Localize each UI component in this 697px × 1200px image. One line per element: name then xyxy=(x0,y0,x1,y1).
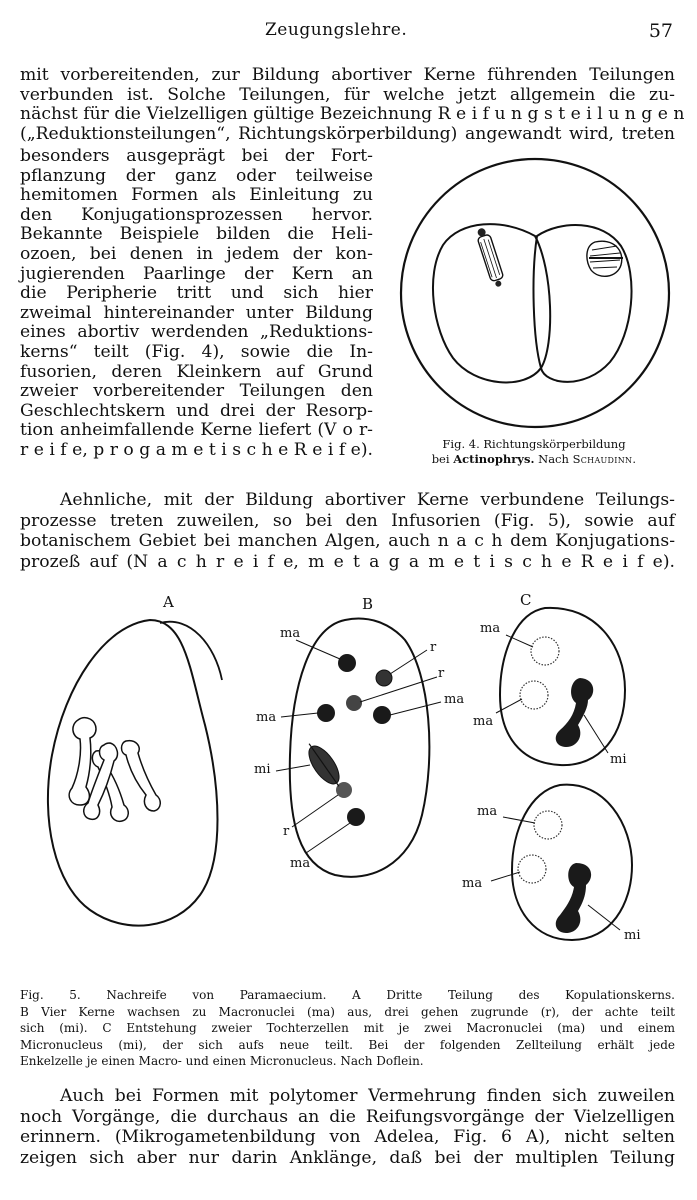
paragraph-1 xyxy=(20,65,685,144)
label-ma: ma xyxy=(462,876,483,891)
text-line: prozesse treten zuweilen, so bei den Infusorien (Fig. 5), sowie auf xyxy=(20,510,675,531)
caption-line: B Vier Kerne wachsen zu Macronuclei (ma) aus, drei gehen zugrunde (r), der achte teilt xyxy=(20,1004,675,1019)
label-ma: ma xyxy=(477,804,498,819)
caption-text: bei xyxy=(431,452,450,466)
panel-b-label: B xyxy=(362,595,374,613)
text-line: zweier vorbereitender Teilungen den xyxy=(20,381,373,402)
text-line: die Peripherie tritt und sich hier xyxy=(20,283,373,304)
paragraph-3 xyxy=(20,1086,675,1168)
page-header xyxy=(0,8,697,42)
caption-line xyxy=(385,452,683,467)
figure-4-caption xyxy=(385,437,683,467)
label-r: r xyxy=(438,666,445,681)
caption-text: Nach xyxy=(538,452,569,466)
caption-line: Micronucleus (mi), der sich aufs neue teilt. Bei der folgenden Zellteilung erhält jede xyxy=(20,1037,675,1052)
text-line: botanischem Gebiet bei manchen Algen, auch n a c h dem Konjugations- xyxy=(20,531,675,551)
running-title: Zeugungslehre. xyxy=(265,20,408,40)
figure-4-illustration xyxy=(385,150,685,470)
text-line: tion anheimfallende Kerne liefert (V o r- xyxy=(20,420,373,441)
caption-line: Fig. 4. Richtungskörperbildung xyxy=(442,437,626,451)
paragraph-1-narrow-column xyxy=(20,147,373,461)
text-line: zeigen sich aber nur darin Anklänge, daß bei der multiplen Teilung xyxy=(20,1147,675,1168)
figure-5-illustration xyxy=(0,585,697,975)
text-line: eines abortiv werdenden „Reduktions- xyxy=(20,322,373,343)
label-mi: mi xyxy=(610,752,627,767)
right-spindle xyxy=(587,241,623,276)
caption-line: sich (mi). C Entstehung zweier Tochterzellen mit je zwei Macronuclei (ma) und einem xyxy=(20,1021,675,1035)
caption-line: Enkelzelle je einen Macro- und einen Micronucleus. Nach Doflein. xyxy=(20,1054,424,1068)
panel-b-nuclei xyxy=(301,654,392,826)
text-line: besonders ausgeprägt bei der Fort- xyxy=(20,146,373,166)
text-line: pflanzung der ganz oder teilweise xyxy=(20,165,373,186)
label-ma: ma xyxy=(290,856,311,871)
outer-membrane xyxy=(401,159,669,427)
panel-c-label: C xyxy=(520,591,532,609)
text-line: hemitomen Formen als Einleitung zu xyxy=(20,185,373,206)
label-mi: mi xyxy=(624,928,641,943)
label-mi: mi xyxy=(254,762,271,777)
text-line: kerns“ teilt (Fig. 4), sowie die In- xyxy=(20,341,373,362)
text-line: Bekannte Beispiele bilden die Heli- xyxy=(20,224,373,245)
text-line: prozeß auf (N a c h r e i f e, m e t a g a m e t i s c h e R e i f e). xyxy=(20,551,675,572)
page-number: 57 xyxy=(648,20,673,42)
label-ma: ma xyxy=(473,714,494,729)
paragraph-2 xyxy=(20,490,675,572)
text-line: zweimal hintereinander unter Bildung xyxy=(20,302,373,323)
text-line: den Konjugationsprozessen hervor. xyxy=(20,204,373,225)
left-spindle xyxy=(475,226,506,288)
text-line: r e i f e, p r o g a m e t i s c h e R e i f e). xyxy=(20,439,373,460)
caption-species: Actinophrys. xyxy=(453,452,535,466)
label-r: r xyxy=(430,640,437,655)
caption-line: Fig. 5. Nachreife von Paramaecium. A Dritte Teilung des Kopulationskerns. xyxy=(20,988,675,1002)
text-line: erinnern. (Mikrogametenbildung von Adelea, Fig. 6 A), nicht selten xyxy=(20,1127,675,1147)
text-line: nächst für die Vielzelligen gültige Bezeichnung R e i f u n g s t e i l u n g e n xyxy=(20,104,685,125)
text-line: Aehnliche, mit der Bildung abortiver Kerne verbundene Teilungs- xyxy=(60,490,675,510)
caption-author: Schaudinn. xyxy=(572,452,637,466)
text-line: verbunden ist. Solche Teilungen, für welche jetzt allgemein die zu- xyxy=(20,84,675,105)
text-line: Auch bei Formen mit polytomer Vermehrung finden sich zuweilen xyxy=(60,1086,675,1106)
text-line: ozoen, bei denen in jedem der kon- xyxy=(20,243,373,264)
panel-a-label: A xyxy=(163,593,174,611)
text-line: mit vorbereitenden, zur Bildung abortiver Kerne führenden Teilungen xyxy=(20,65,675,85)
text-line: jugierenden Paarlinge der Kern an xyxy=(20,263,373,284)
panel-a-dumbbells xyxy=(69,718,160,822)
label-r: r xyxy=(283,824,290,839)
label-ma: ma xyxy=(280,626,301,641)
label-ma: ma xyxy=(444,692,465,707)
text-line: („Reduktionsteilungen“, Richtungskörperbildung) angewandt wird, treten xyxy=(20,123,675,144)
text-line: fusorien, deren Kleinkern auf Grund xyxy=(20,361,373,382)
figure-5-caption xyxy=(20,987,675,1070)
text-line: Geschlechtskern und drei der Resorp- xyxy=(20,400,373,421)
text-line: noch Vorgänge, die durchaus an die Reifungsvorgänge der Vielzelligen xyxy=(20,1106,675,1127)
panel-c-leader-lines xyxy=(491,635,620,930)
label-ma: ma xyxy=(256,710,277,725)
label-ma: ma xyxy=(480,621,501,636)
panel-c-nuclei xyxy=(518,637,593,933)
